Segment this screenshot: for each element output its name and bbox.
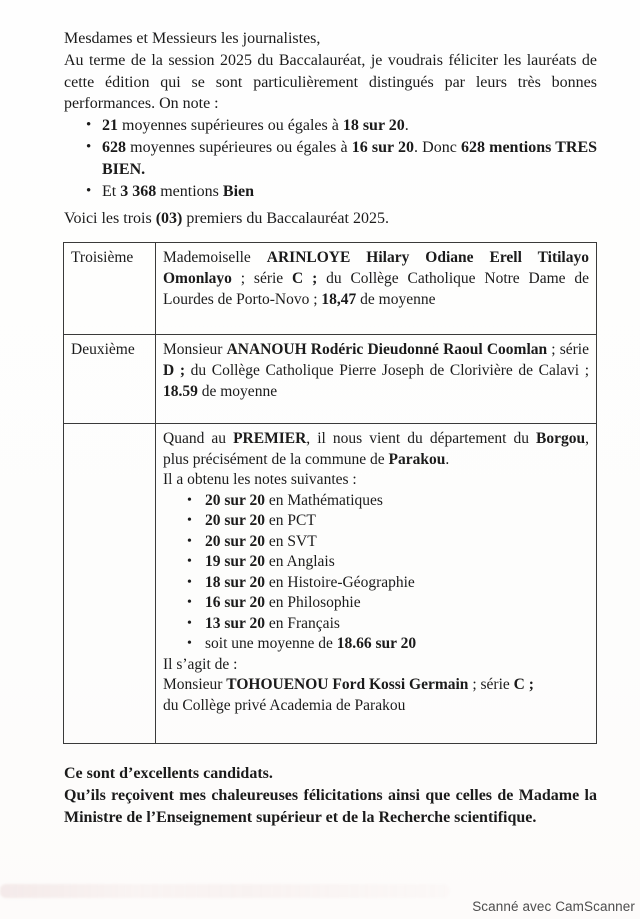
table-row [64,335,597,424]
camscanner-watermark: Scanné avec CamScanner [472,899,635,914]
list-item: • 628 moyennes supérieures ou égales à 16 sur 20. Donc 628 mentions TRES BIEN. [64,137,597,181]
rank-cell [64,424,156,744]
list-item: • 19 sur 20 en Anglais [163,552,589,573]
laureate-cell: Monsieur ANANOUH Rodéric Dieudonné Raoul Coomlan ; série D ; du Collège Catholique Pierre Joseph de Clorivière de Calavi ; 18.59 de moyenne [156,335,597,424]
rank-cell: Deuxième [64,335,156,424]
laureates-table [63,242,597,744]
closing-line-1: Ce sont d’excellents candidats. [64,765,273,783]
premier-intro: Quand au PREMIER, il nous vient du département du Borgou, plus précisément de la commune de Parakou. [163,430,590,468]
list-item: • 16 sur 20 en Philosophie [163,593,589,614]
results-stats-list [64,115,597,202]
list-item: • soit une moyenne de 18.66 sur 20 [163,634,589,655]
list-item: • 13 sur 20 en Français [163,614,589,635]
premier-notes-list [163,491,589,655]
premier-cell [156,424,597,744]
premier-school-line: du Collège privé Academia de Parakou [163,696,406,714]
list-item: • 18 sur 20 en Histoire-Géographie [163,573,589,594]
table-row [64,424,597,744]
salutation-line: Mesdames et Messieurs les journalistes, [64,30,321,47]
list-item: • Et 3 368 mentions Bien [64,181,597,203]
scan-artifact [0,884,450,898]
top3-intro-line: Voici les trois (03) premiers du Baccalauréat 2025. [64,210,389,228]
premier-identity-intro: Il s’agit de : [163,655,238,673]
list-item: • 21 moyennes supérieures ou égales à 18 sur 20. [64,115,597,137]
table-row [64,243,597,335]
premier-identity-line: Monsieur TOHOUENOU Ford Kossi Germain ; série C ; [163,676,534,694]
list-item: • 20 sur 20 en SVT [163,532,589,553]
rank-cell: Troisième [64,243,156,335]
list-item: • 20 sur 20 en Mathématiques [163,491,589,512]
laureate-cell: Mademoiselle ARINLOYE Hilary Odiane Erell Titilayo Omonlayo ; série C ; du Collège Catholique Notre Dame de Lourdes de Porto-Novo ; 18,47 de moyenne [156,243,597,335]
premier-notes-intro: Il a obtenu les notes suivantes : [163,471,357,489]
closing-line-2: Qu’ils reçoivent mes chaleureuses félicitations ainsi que celles de Madame la Ministre de l’Enseignement supérieur et de la Recherche scientifique. [64,787,597,827]
intro-paragraph: Au terme de la session 2025 du Baccalauréat, je voudrais féliciter les lauréats de cette édition qui se sont particulièrement distingués par leurs très bonnes performances. On note : [64,51,597,113]
list-item: • 20 sur 20 en PCT [163,511,589,532]
document-body [64,28,597,829]
